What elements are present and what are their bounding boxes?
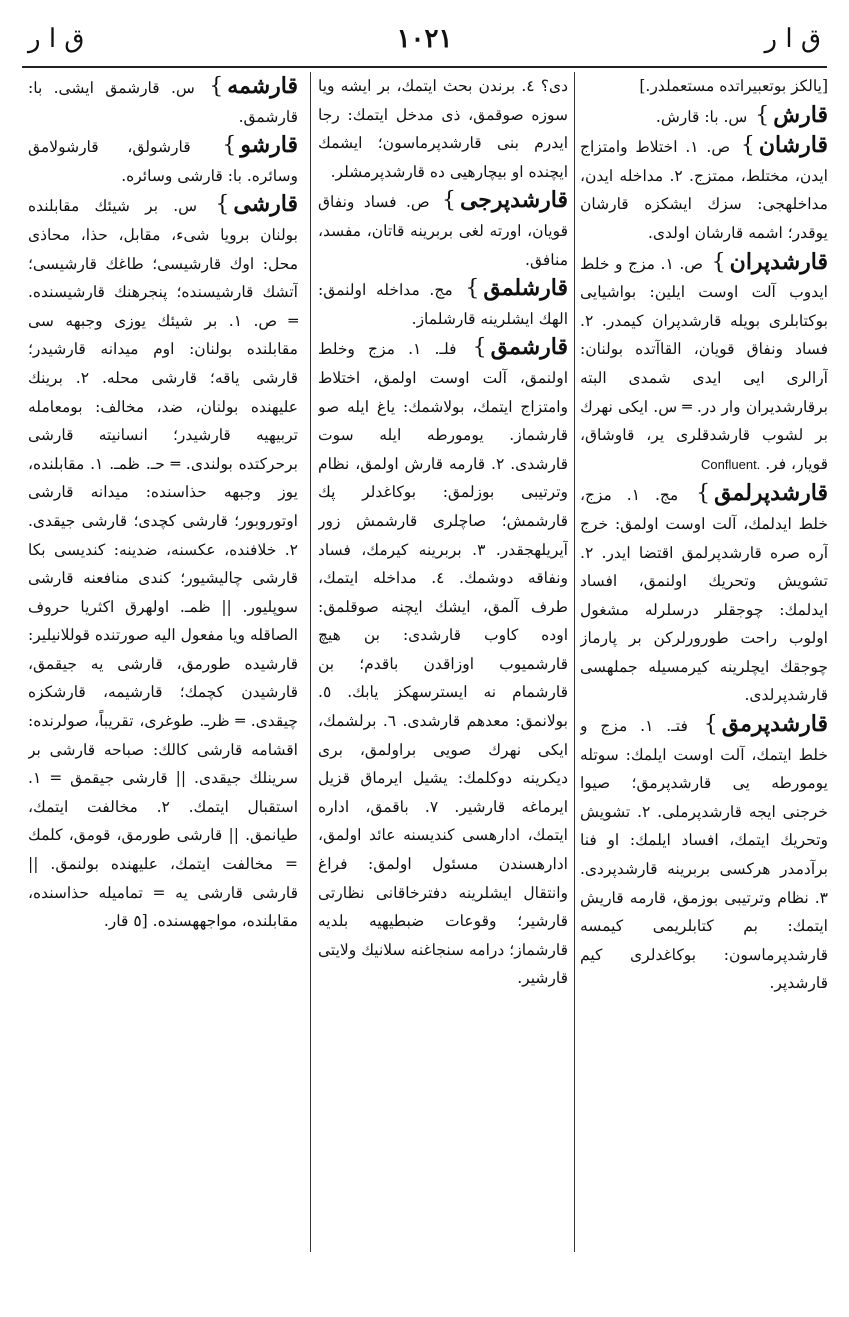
header-rule: [22, 66, 827, 68]
dictionary-entry: [318, 186, 568, 274]
entry-text: ص. ١. اختلاط وامتزاج ايدن، مختلط، ممتزج. ٢. مداخله ايدن، مداخلهجى: سزك ايشكزه قارشان يوقدر؛ اشمه قارشان اولدى.: [580, 138, 828, 242]
entry-text: مج. ١. مزج، خلط ايدلمك، آلت اوست اولمق: خرج آره صره قارشدپرلمق اقتضا ايدر. ٢. تشويش وتحريك اولنمق، افساد ايدلمك: چوجقلر درسلرله مشغول اولوب راحت طورورلركن بر پارماز چوجقك ايچلرينه كيرمسيله جملهسى قارشدپرلدى.: [580, 486, 828, 705]
dictionary-entry: [580, 710, 828, 998]
headword: قارش: [773, 101, 828, 128]
entry-continuation: [318, 72, 568, 186]
brace-icon: }: [740, 133, 755, 159]
headword: قارشان: [758, 132, 828, 159]
headword: قارشدپرلمق: [714, 480, 828, 507]
entry-text: س. بر شيئك مقابلنده بولنان برويا شىء، مقابل، حذا، محاذى محل: اوك قارشيسى؛ طاغك قارشيسى؛ آتشك قارشيسنده؛ پنجرهنك قارشيسنده. ═ ص. ١. بر شيئك يوزى وجبهه سى مقابلنده بولنان: اوم ميدانه قارشيدر؛ قارشى ياقه؛ قارشى محله. ٢. برينك عليهنده بولنان، ضد، مخالف: بومعامله تربيهيه قارشيدر؛ انسانيته قارشى برحركتده بولندى. ═ حـ. ظمـ. ١. مقابلنده، يوز وجبهه حذاسنده: ميدانه قارشى اوتوروبور؛ قارشى كچدى؛ قارشى جيقدى. ٢. خلافنده، عكسنه، ضدينه: كنديسى بكا قارشى چاليشيور؛ كندى منافعنه قارشى سوپليور. || ظمـ. اولهرق اكثريا حروف الصاقله ويا مفعول اليه صورتنده قوللانيلير: قارشيده طورمق، قارشى يه جيقمق، قارشيدن كچمك؛ قارشيمه، قارشكزه چيقدى. ═ ظرـ. طوغرى، تقريباً، صولرنده: اقشامه قارشى كالك: صباحه قارشى بر سرينلك جيقدى. || قارشى جيقمق = ١. استقبال ايتمك. ٢. مخالفت ايتمك، طيانمق. || قارشى طورمق، قومق، كلمك = مخالفت ايتمك، عليهنده بولنمق. || قارشى قارشى يه = تماميله حذاسنده، مقابلنده، مواجههسنده. [٥ قار.: [28, 197, 298, 931]
entry-text: دى؟ ٤. برندن بحث ايتمك، بر ايشه ويا سوزه صوقمق، ذى مدخل ايتمك: رجا ايدرم بنى قارشدپرماسون؛ ايشمك ايچنده او بيچارهيى ده قارشدپرمشلر.: [318, 77, 568, 181]
header-left-label: ق ا ر: [28, 24, 85, 54]
entry-text: مج. مداخله اولنمق: الهك ايشلرينه قارشلماز.: [318, 281, 568, 328]
headword: قارشدپرمق: [721, 711, 828, 738]
headword: قارشى: [233, 191, 298, 218]
dictionary-entry: [580, 479, 828, 710]
dictionary-entry: [318, 274, 568, 333]
dictionary-entry: [318, 333, 568, 993]
entry-note: [580, 72, 828, 101]
headword: قارشدپران: [729, 248, 828, 275]
page-header: [22, 24, 827, 64]
page-number: ١٠٢١: [396, 24, 453, 54]
brace-icon: }: [696, 481, 711, 507]
column-right: [580, 72, 828, 1252]
entry-text: س. قارشمق ايشى. با: قارشمق.: [28, 79, 298, 126]
entry-text: فتـ. ١. مزج و خلط ايتمك، آلت اوست ايلمك: سوتله يومورطه يى قارشدپرمق؛ صيوا خرجنى ايجه قارشدپرملى. ٢. تشويش وتحريك ايتمك، افساد ايلمك: او فنا برآدمدر هركسى بربرينه قارشدپردى. ٣. نظام وترتيبى بوزمق، قارمه قاريش ايتمك: بم كتابلريمى كيمسه قارشدپرماسون: بوكاغدلرى كيم قارشدپر.: [580, 717, 828, 993]
latin-gloss: Confluent.: [701, 456, 761, 472]
headword: قارشلمق: [483, 275, 568, 302]
entry-text: ص. فساد ونفاق قويان، اورته لغى بربرينه قاتان، مفسد، منافق.: [318, 193, 568, 269]
headword: قارشمق: [490, 334, 568, 361]
headword: قارشدپرجى: [459, 187, 568, 214]
brace-icon: }: [222, 133, 237, 159]
entry-text: س. با: قارش.: [655, 107, 748, 126]
brace-icon: }: [441, 188, 456, 214]
dictionary-entry: [580, 101, 828, 132]
entry-text: فلـ. ١. مزج وخلط اولنمق، آلت اوست اولمق، اختلاط وامتزاج ايتمك، بولاشمك: ياغ ايله صو قارشماز. يومورطه ايله سوت قارشدى. ٢. قارمه قارش اولمق، نظام وترتيبى بوزلمق: بوكاغدلر پك قارشمش؛ صاچلرى قارشمش زور آيريلهجقدر. ٣. بربرينه كيرمك، فساد ونفاقه دوشمك. ٤. مداخله ايتمك، طرف آلمق، ايشك ايچنه صوقلمق: اوده كاوب قارشدى: بن هيچ قارشميوب اوزاقدن باقدم؛ بن قارشمام نه ايسترسهكز يابك. ٥. بولانمق: معدهم قارشدى. ٦. برلشمك، ايكى نهرك صويى براولمق، برى ديكرينه دوكلمك: يشيل ايرماق قزيل ايرماغه قارشير. ٧. باقمق، اداره ايتمك، ادارهسى كنديسنه عائد اولمق، ادارهسندن مسئول اولمق: فراغ وانتقال ايشلرينه دفترخاقانى نظارتى قارشير؛ وقوعات ضبطيهيه بلديه قارشماز؛ درامه سنجاغنه سلانيك ولايتى قارشير.: [318, 340, 568, 988]
headword: قارشو: [240, 132, 298, 159]
entry-text: قارشولق، قارشولامق وسائره. با: قارشى وسائره.: [28, 138, 298, 185]
column-left: [28, 72, 298, 1252]
entry-text: [يالكز بوتعبيراتده مستعملدر.]: [639, 77, 828, 95]
brace-icon: }: [465, 276, 480, 302]
dictionary-entry: [28, 190, 298, 935]
brace-icon: }: [472, 335, 487, 361]
header-right-label: ق ا ر: [764, 24, 821, 54]
brace-icon: }: [215, 192, 230, 218]
column-divider: [310, 72, 311, 1252]
column-middle: [318, 72, 568, 1252]
column-divider: [574, 72, 575, 1252]
headword: قارشمه: [227, 73, 298, 99]
dictionary-entry: [28, 72, 298, 131]
brace-icon: }: [711, 249, 726, 275]
brace-icon: }: [703, 712, 718, 738]
brace-icon: }: [755, 102, 770, 128]
dictionary-entry: [28, 131, 298, 190]
dictionary-entry: [580, 248, 828, 480]
brace-icon: }: [209, 74, 224, 99]
entry-text: ص. ١. مزج و خلط ايدوب آلت اوست ايلين: بواشيايى بوكتابلرى بويله قارشدپران كيمدر. ٢. فساد ونفاق قويان، القاآتده بولنان: آرالرى ايى ايدى شمدى البته برقارشديران وار در. ═ س. ايكى نهرك بر لشوب قارشدقلرى ير، قاوشاق، قويار، فر.: [580, 254, 828, 473]
dictionary-entry: [580, 131, 828, 247]
